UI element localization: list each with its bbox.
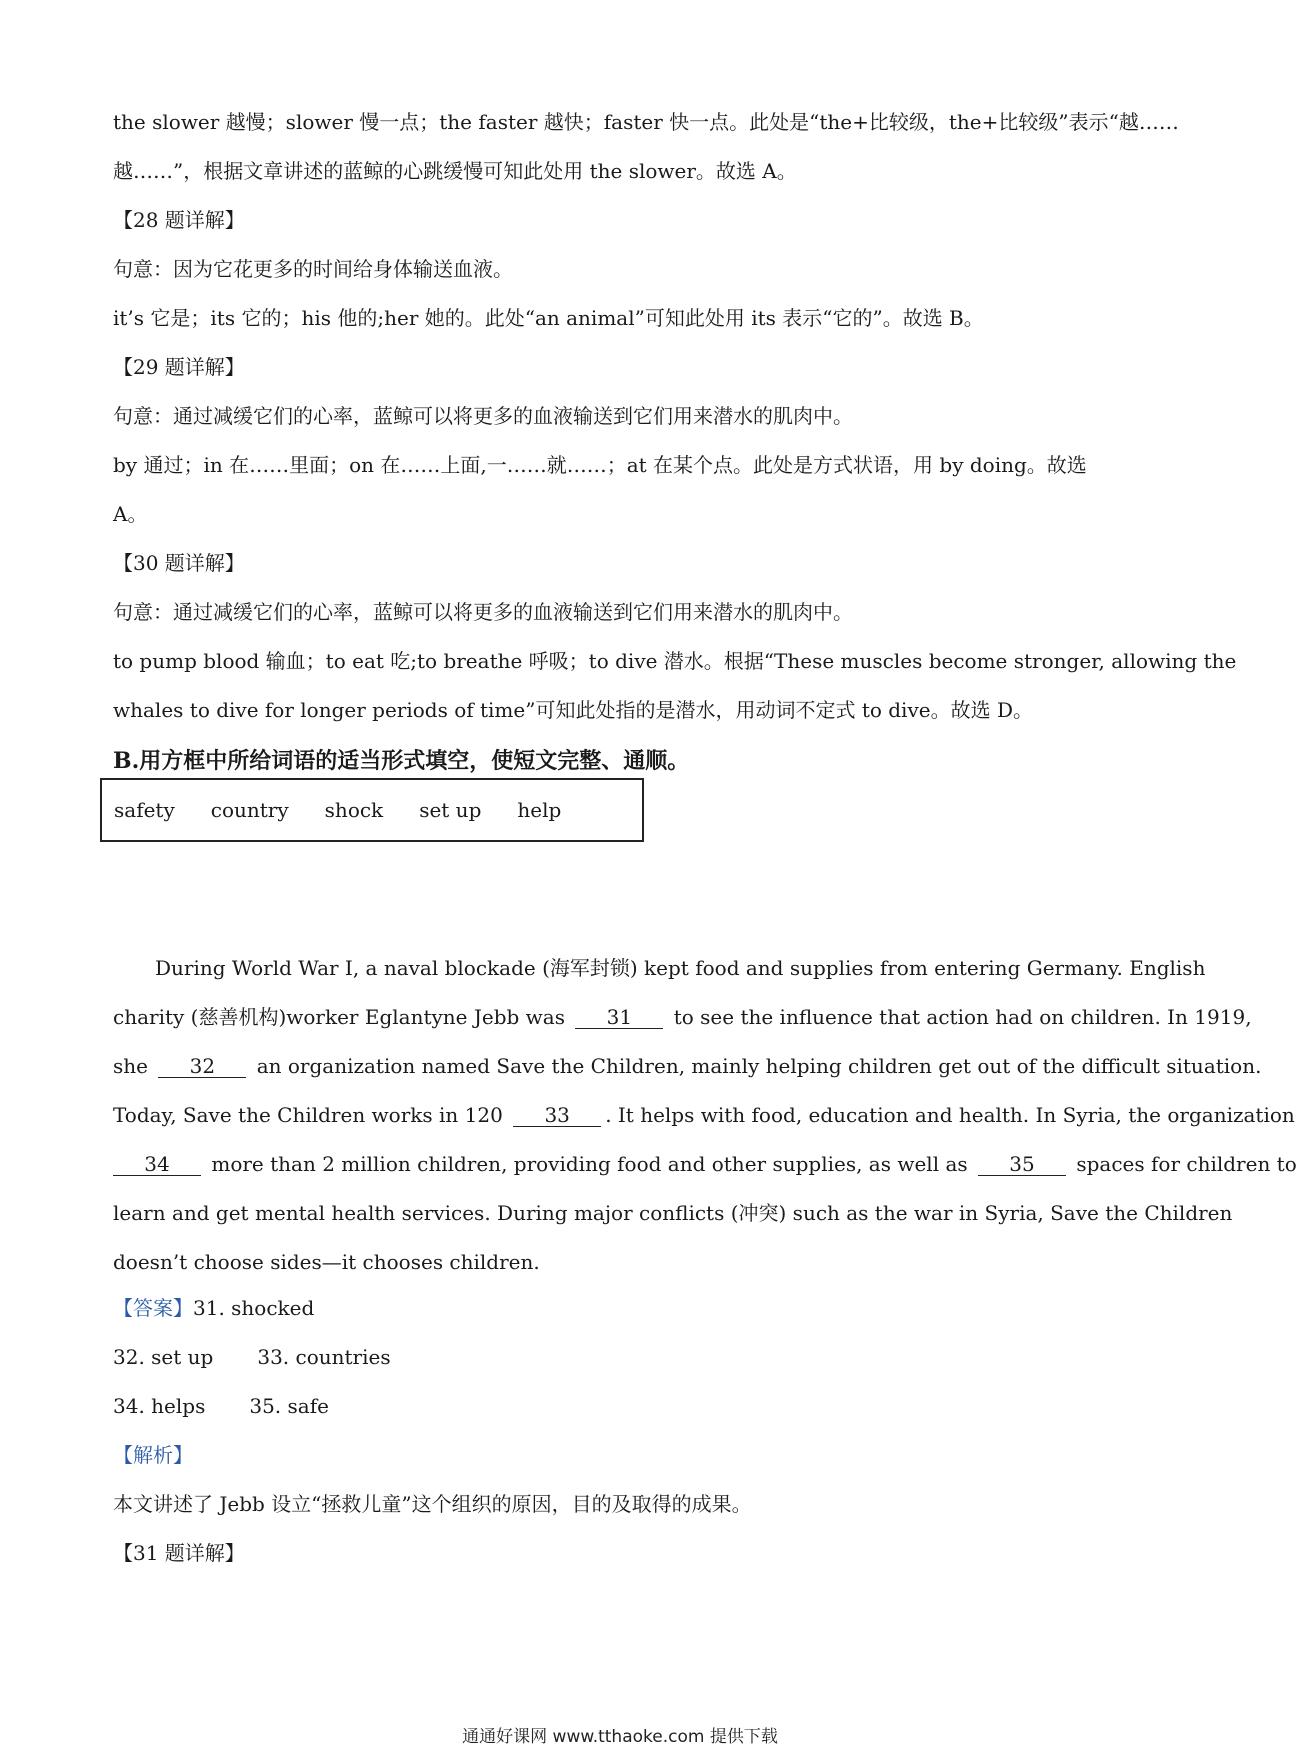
- explanation-block: [113, 98, 1237, 786]
- q28-heading: 【28 题详解】: [113, 208, 245, 232]
- page-footer: 通通好课网 www.tthaoke.com 提供下载: [462, 1727, 778, 1747]
- answer-32: 32. set up: [113, 1345, 214, 1369]
- section-b-title: B.用方框中所给词语的适当形式填空，使短文完整、通顺。: [113, 748, 690, 774]
- blank-31: 31: [575, 1006, 663, 1029]
- passage-line: 34 more than 2 million children, providing food and other supplies, as well as 35 spaces for children to: [113, 1140, 1133, 1189]
- word-item: country: [210, 798, 289, 822]
- analysis-label: 【解析】: [113, 1443, 193, 1467]
- text-line: the slower 越慢；slower 慢一点；the faster 越快；faster 快一点。此处是“the+比较级，the+比较级”表示“越……: [113, 110, 1179, 134]
- answer-33: 33. countries: [257, 1345, 391, 1369]
- passage: [113, 944, 1297, 1287]
- answer-label: 【答案】: [113, 1296, 193, 1320]
- blank-33: 33: [513, 1104, 601, 1127]
- text-line: 句意：通过减缓它们的心率，蓝鲸可以将更多的血液输送到它们用来潜水的肌肉中。: [113, 600, 853, 624]
- answer-line: [113, 1382, 1133, 1431]
- text-line: 句意：因为它花更多的时间给身体输送血液。: [113, 257, 513, 281]
- answer-line: [113, 1333, 1133, 1382]
- passage-line: charity (慈善机构)worker Eglantyne Jebb was 31 to see the influence that action had on children. In 1919,: [113, 1005, 1252, 1029]
- word-item: shock: [324, 798, 384, 822]
- answers-block: [113, 1284, 1133, 1578]
- answer-line: [113, 1284, 1133, 1333]
- text-line: it’s 它是；its 它的；his 他的;her 她的。此处“an animal”可知此处用 its 表示“它的”。故选 B。: [113, 306, 984, 330]
- q30-heading: 【30 题详解】: [113, 551, 245, 575]
- text-line: A。: [113, 502, 148, 526]
- q29-heading: 【29 题详解】: [113, 355, 245, 379]
- word-box: [100, 778, 644, 842]
- word-item: safety: [114, 798, 175, 822]
- text-line: 句意：通过减缓它们的心率，蓝鲸可以将更多的血液输送到它们用来潜水的肌肉中。: [113, 404, 853, 428]
- q31-heading: 【31 题详解】: [113, 1541, 245, 1565]
- blank-32: 32: [158, 1055, 246, 1078]
- word-item: help: [517, 798, 562, 822]
- analysis-text: 本文讲述了 Jebb 设立“拯救儿童”这个组织的原因，目的及取得的成果。: [113, 1492, 752, 1516]
- answer-34: 34. helps: [113, 1394, 206, 1418]
- answer-31: 31. shocked: [193, 1296, 315, 1320]
- word-item: set up: [419, 798, 482, 822]
- text-line: by 通过；in 在……里面；on 在……上面,一……就……；at 在某个点。此处是方式状语，用 by doing。故选: [113, 453, 1087, 477]
- passage-line: Today, Save the Children works in 120 33 . It helps with food, education and health. In Syria, the organization: [113, 1103, 1295, 1127]
- text-line: to pump blood 输血；to eat 吃;to breathe 呼吸；to dive 潜水。根据“These muscles become stronger, allowing the: [113, 649, 1237, 673]
- passage-line: doesn’t choose sides—it chooses children.: [113, 1250, 540, 1274]
- text-line: 越……”，根据文章讲述的蓝鲸的心跳缓慢可知此处用 the slower。故选 A。: [113, 159, 797, 183]
- text-line: whales to dive for longer periods of time”可知此处指的是潜水，用动词不定式 to dive。故选 D。: [113, 698, 1033, 722]
- answer-35: 35. safe: [249, 1394, 329, 1418]
- blank-34: 34: [113, 1153, 201, 1176]
- passage-line: she 32 an organization named Save the Children, mainly helping children get out of the difficult situation.: [113, 1054, 1262, 1078]
- blank-35: 35: [978, 1153, 1066, 1176]
- passage-line: learn and get mental health services. During major conflicts (冲突) such as the war in Syria, Save the Children: [113, 1201, 1233, 1225]
- passage-line: During World War I, a naval blockade (海军封锁) kept food and supplies from entering Germany. English: [155, 956, 1206, 980]
